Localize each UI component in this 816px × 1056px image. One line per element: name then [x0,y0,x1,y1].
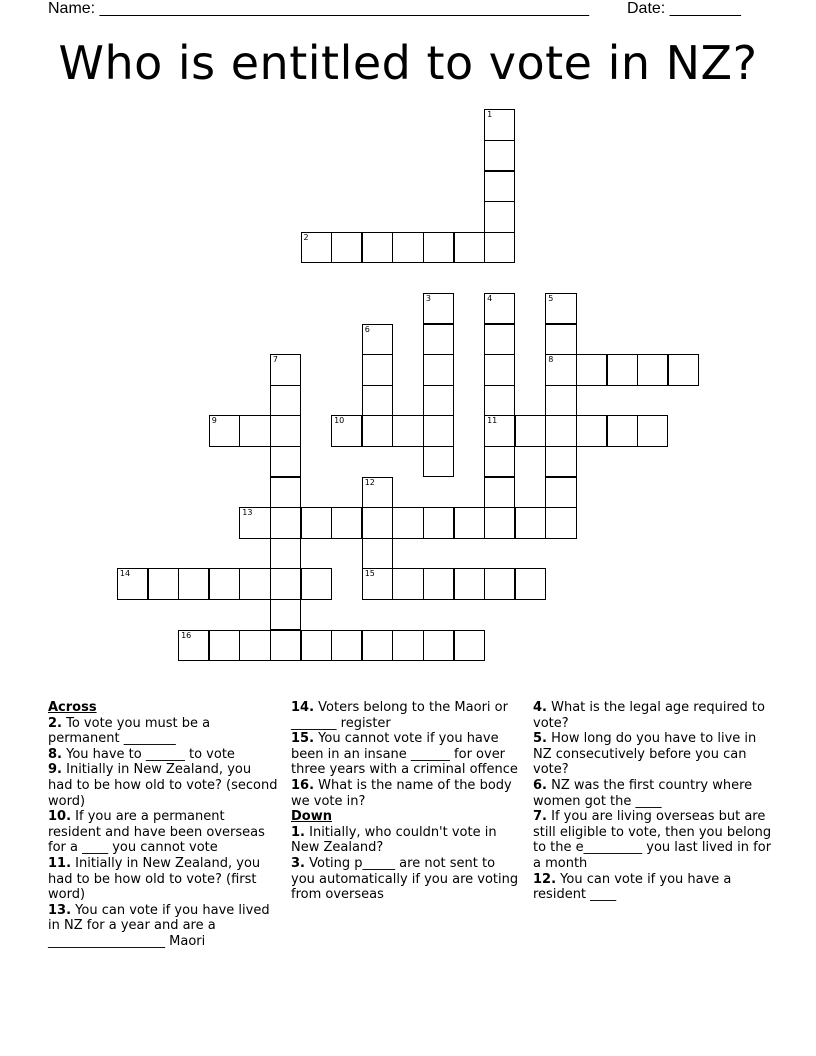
grid-cell[interactable] [576,354,607,385]
clue-number-label: 8 [548,355,554,365]
clue-number-label: 16 [181,630,192,640]
grid-cell[interactable] [301,630,332,661]
grid-cell[interactable] [362,232,393,263]
grid-cell[interactable] [301,232,332,263]
grid-cell[interactable] [484,171,515,202]
clue-number-label: 4 [487,294,493,303]
grid-cell[interactable] [209,415,240,446]
clue-number-label: 7 [272,355,278,365]
grid-cell[interactable] [423,293,454,324]
grid-cell[interactable] [209,630,240,661]
clue-down-1: 1. Initially, who couldn't vote in New Zealand? [291,824,497,856]
clue-number-label: 12 [364,477,375,487]
grid-cell[interactable] [362,324,393,355]
grid-cell[interactable] [454,630,485,661]
grid-cell[interactable] [454,232,485,263]
grid-cell[interactable] [362,477,393,508]
grid-cell[interactable] [607,354,638,385]
grid-cell[interactable] [668,354,699,385]
grid-cell[interactable] [331,507,362,538]
clue-number-label: 10 [334,416,345,426]
clue-number-label: 3 [425,294,431,303]
grid-cell[interactable] [423,507,454,538]
grid-cell[interactable] [545,354,576,385]
grid-cell[interactable] [545,477,576,508]
grid-cell[interactable] [362,354,393,385]
grid-cell[interactable] [423,324,454,355]
grid-cell[interactable] [392,630,423,661]
clue-number-label: 11 [487,416,498,426]
grid-cell[interactable] [209,568,240,599]
clue-across-8: 8. You have to ______ to vote [48,746,235,762]
clue-number-label: 13 [242,508,253,518]
grid-cell[interactable] [484,140,515,171]
grid-cell[interactable] [484,415,515,446]
grid-cell[interactable] [576,415,607,446]
grid-cell[interactable] [270,568,301,599]
grid-cell[interactable] [484,201,515,232]
page-title: Who is entitled to vote in NZ? [58,36,758,90]
grid-cell[interactable] [239,568,270,599]
clue-column-3 [533,700,773,903]
grid-cell[interactable] [362,507,393,538]
grid-cell[interactable] [484,232,515,263]
clue-number-label: 9 [211,416,217,426]
clue-down-6: 6. NZ was the first country where women got the ____ [533,777,753,809]
grid-cell[interactable] [484,568,515,599]
clue-number-label: 1 [487,110,493,120]
grid-cell[interactable] [270,507,301,538]
grid-cell[interactable] [362,415,393,446]
date-field-label: Date: ________ [627,0,741,17]
clue-column-2 [291,700,519,903]
grid-cell[interactable] [362,630,393,661]
grid-cell[interactable] [637,354,668,385]
grid-cell[interactable] [515,507,546,538]
grid-cell[interactable] [545,446,576,477]
grid-cell[interactable] [392,415,423,446]
grid-cell[interactable] [301,507,332,538]
grid-cell[interactable] [301,568,332,599]
grid-cell[interactable] [362,538,393,569]
grid-cell[interactable] [270,630,301,661]
grid-cell[interactable] [270,446,301,477]
grid-cell[interactable] [545,385,576,416]
grid-cell[interactable] [545,415,576,446]
grid-cell[interactable] [515,568,546,599]
grid-cell[interactable] [637,415,668,446]
grid-cell[interactable] [239,507,270,538]
grid-cell[interactable] [484,354,515,385]
grid-cell[interactable] [423,415,454,446]
grid-cell[interactable] [392,568,423,599]
clue-number-label: 5 [548,294,554,303]
grid-cell[interactable] [545,324,576,355]
grid-cell[interactable] [270,385,301,416]
clue-down-5: 5. How long do you have to live in NZ consecutively before you can vote? [533,731,757,778]
grid-cell[interactable] [331,630,362,661]
grid-cell[interactable] [239,630,270,661]
grid-cell[interactable] [484,385,515,416]
grid-cell[interactable] [239,415,270,446]
grid-cell[interactable] [392,507,423,538]
grid-cell[interactable] [454,568,485,599]
clue-down-7: 7. If you are living overseas but are still eligible to vote, then you belong to the e_________ you last lived in for a month [533,809,772,871]
grid-cell[interactable] [484,324,515,355]
grid-cell[interactable] [270,477,301,508]
grid-cell[interactable] [117,568,148,599]
clue-number-label: 6 [364,324,370,334]
grid-cell[interactable] [392,232,423,263]
grid-cell[interactable] [484,507,515,538]
grid-cell[interactable] [484,293,515,324]
grid-cell[interactable] [178,568,209,599]
clue-down-3: 3. Voting p_____ are not sent to you automatically if you are voting from overseas [291,855,519,903]
clue-across-15: 15. You cannot vote if you have been in an insane ______ for over three years with a criminal offence [291,731,518,778]
grid-cell[interactable] [423,630,454,661]
clue-down-4: 4. What is the legal age required to vote? [533,700,765,731]
name-field-label: Name: _______________________________________________________ [48,0,589,17]
grid-cell[interactable] [331,415,362,446]
grid-cell[interactable] [270,354,301,385]
grid-cell[interactable] [423,232,454,263]
grid-cell[interactable] [423,568,454,599]
clue-column-1 [48,700,278,950]
clue-number-label: 14 [119,569,131,579]
grid-cell[interactable] [178,630,209,661]
grid-cell[interactable] [484,477,515,508]
grid-cell[interactable] [423,385,454,416]
grid-cell[interactable] [484,446,515,477]
clue-number-label: 2 [303,232,309,242]
grid-cell[interactable] [607,415,638,446]
grid-cell[interactable] [362,568,393,599]
grid-cell[interactable] [270,599,301,630]
grid-cell[interactable] [545,293,576,324]
grid-cell[interactable] [515,415,546,446]
grid-cell[interactable] [423,446,454,477]
grid-cell[interactable] [270,538,301,569]
clue-number-label: 15 [364,569,375,579]
grid-cell[interactable] [148,568,179,599]
grid-cell[interactable] [484,109,515,140]
grid-cell[interactable] [362,385,393,416]
clue-across-2: 2. To vote you must be a permanent ________ [48,715,211,747]
grid-cell[interactable] [454,507,485,538]
clue-across-9: 9. Initially in New Zealand, you had to be how old to vote? (second word) [48,762,278,809]
across-heading: Across [48,700,97,715]
down-heading: Down [291,809,332,825]
grid-cell[interactable] [270,415,301,446]
clue-across-16: 16. What is the name of the body we vote in? [291,777,512,809]
clue-across-13: 13. You can vote if you have lived in NZ for a year and are a __________________ Maori [48,902,270,949]
clue-across-11: 11. Initially in New Zealand, you had to be how old to vote? (first word) [48,855,261,903]
clue-down-12: 12. You can vote if you have a resident ____ [533,871,732,903]
grid-cell[interactable] [331,232,362,263]
clue-across-14: 14. Voters belong to the Maori or _______ register [291,700,508,731]
grid-cell[interactable] [423,354,454,385]
grid-cell[interactable] [545,507,576,538]
clue-across-10: 10. If you are a permanent resident and have been overseas for a ____ you cannot vote [48,809,265,856]
